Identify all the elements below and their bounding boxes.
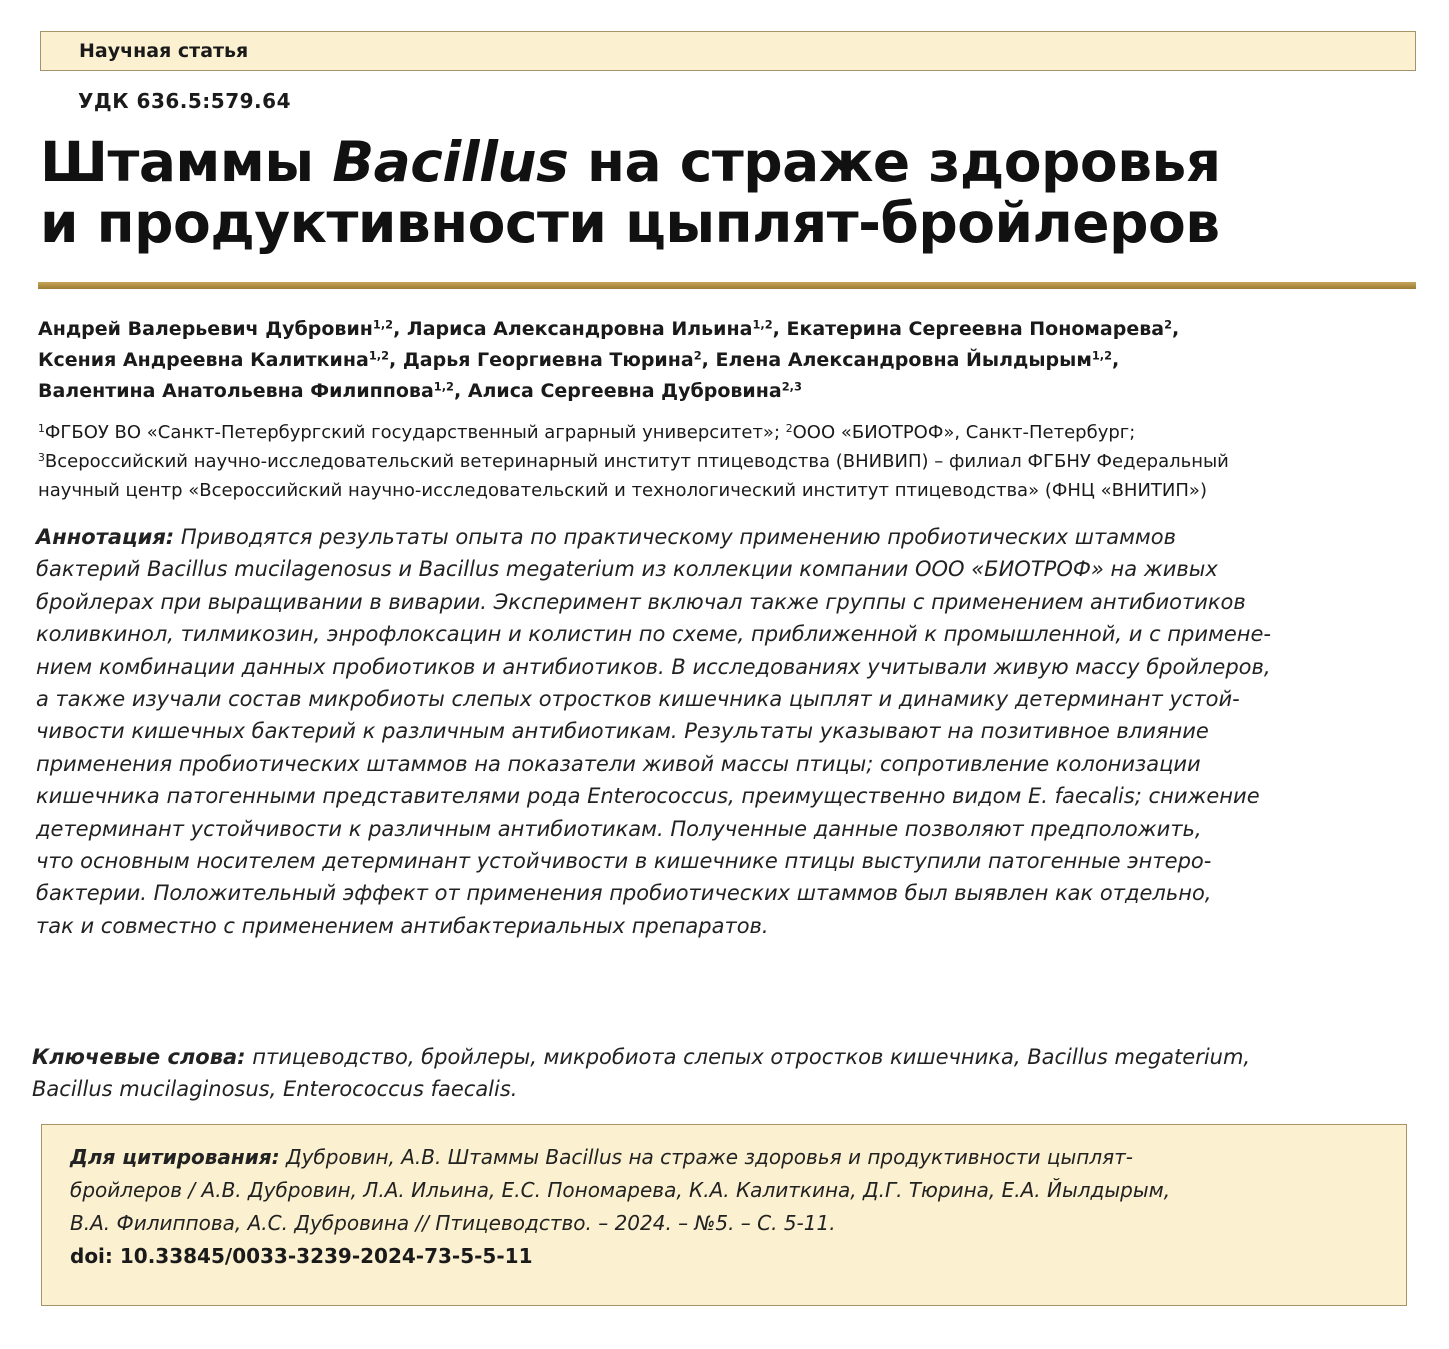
affiliation-line: $^3$Всероссийский научно-исследовательский ветеринарный институт птицеводства (ВНИВИП) – филиал ФГБНУ Федеральный [38, 451, 1229, 472]
author-affiliation-mark: 1,2 [752, 317, 773, 332]
abstract-label: Аннотация: [36, 525, 175, 549]
citation-label: Для цитирования: [70, 1145, 280, 1169]
author-list [38, 314, 1428, 407]
citation-box [41, 1124, 1407, 1306]
author-name: Дарья Георгиевна Тюрина [402, 349, 694, 371]
title-genus: Bacillus [332, 130, 569, 194]
author-name: Алиса Сергеевна Дубровина [467, 380, 782, 402]
author-name: Валентина Анатольевна Филиппова [38, 380, 434, 402]
author-affiliation-mark: 1,2 [433, 379, 454, 394]
author-affiliation-mark: 2,3 [781, 379, 802, 394]
author-affiliation-mark: 2 [1164, 317, 1173, 332]
author-name: Елена Александровна Йылдырым [715, 349, 1092, 371]
udk-code: УДК 636.5:579.64 [78, 89, 291, 113]
author-name: Андрей Валерьевич Дубровин [38, 318, 373, 340]
author-affiliation-mark: 1,2 [368, 348, 390, 363]
citation-text: Для цитирования: Дубровин, А.В. Штаммы Bacillus на страже здоровья и продуктивности цыплят- бройлеров / А.В. Дубровин, Л.А. Ильина, Е.С. Пономарева, К.А. Калиткина, Д.Г. Тюрина, Е.А. Йылдырым, В.А. Филиппова, А.С. Дубровина // Птицеводство. – 2024. – №5. – С. 5-11. [70, 1145, 1171, 1235]
title-line-2: и продуктивности цыплят-бройлеров [40, 190, 1220, 255]
affiliation-line: $^1$ФГБОУ ВО «Санкт-Петербургский государственный аграрный университет»; $^2$ООО «БИОТРОФ», Санкт-Петербург; [38, 422, 1136, 443]
section-label: Научная статья [79, 40, 249, 62]
abstract: Аннотация: Приводятся результаты опыта по практическому применению пробиотических штаммов бактерий Bacillus mucilagenosus и Bacillus megaterium из коллекции компании ООО «БИОТРОФ» на живых бройлерах при выращивании в виварии. Эксперимент включал также группы с применением антибиотиков коливкинол, тилмикозин, энрофлоксацин и колистин по схеме, приближенной к промышленной, и с примене- нием комбинации данных пробиотиков и антибиотиков. В исследованиях учитывали живую массу бройлеров, а также изучали состав микробиоты слепых отростков кишечника цыплят и динамику детерминант устой- чивости кишечных бактерий к различным антибиотикам. Результаты указывают на позитивное влияние применения пробиотических штаммов на показатели живой массы птицы; сопротивление колонизации кишечника патогенными представителями рода Enterococcus, преимущественно видом E. faecalis; снижение детерминант устойчивости к различным антибиотикам. Полученные данные позволяют предположить, что основным носителем детерминант устойчивости в кишечнике птицы выступили патогенные энтеро- бактерии. Положительный эффект от применения пробиотических штаммов был выявлен как отдельно, так и совместно с применением антибактериальных препаратов. [36, 525, 1272, 938]
section-header-bar [40, 31, 1416, 71]
title-line-1: Штаммы Bacillus на страже здоровья [40, 130, 1221, 194]
doi[interactable]: doi: 10.33845/0033-3239-2024-73-5-5-11 [70, 1244, 533, 1268]
affiliation-line: научный центр «Всероссийский научно-исследовательский и технологический институт птицеводства» (ФНЦ «ВНИТИП») [38, 480, 1207, 501]
author-line: Валентина Анатольевна Филиппова$^{1,2}$, Алиса Сергеевна Дубровина$^{2,3}$ [38, 379, 802, 402]
author-name: Ксения Андреевна Калиткина [38, 349, 369, 371]
author-line: Андрей Валерьевич Дубровин$^{1,2}$, Лариса Александровна Ильина$^{1,2}$, Екатерина Сергеевна Пономарева$^2$, [38, 317, 1180, 340]
affiliations [38, 418, 1428, 505]
author-name: Екатерина Сергеевна Пономарева [786, 318, 1165, 340]
keywords: Ключевые слова: птицеводство, бройлеры, микробиота слепых отростков кишечника, Bacillus megaterium, Bacillus mucilaginosus, Enterococcus faecalis. [32, 1045, 1251, 1101]
keywords-label: Ключевые слова: [32, 1045, 246, 1069]
author-affiliation-mark: 1,2 [1091, 348, 1113, 363]
author-name: Лариса Александровна Ильина [406, 318, 753, 340]
author-affiliation-mark: 2 [693, 348, 702, 363]
article-title [40, 132, 1420, 253]
author-line: Ксения Андреевна Калиткина$^{1,2}$, Дарья Георгиевна Тюрина$^2$, Елена Александровна Йылдырым$^{1,2}$, [38, 348, 1120, 371]
author-affiliation-mark: 1,2 [372, 317, 394, 332]
title-divider [38, 282, 1416, 289]
